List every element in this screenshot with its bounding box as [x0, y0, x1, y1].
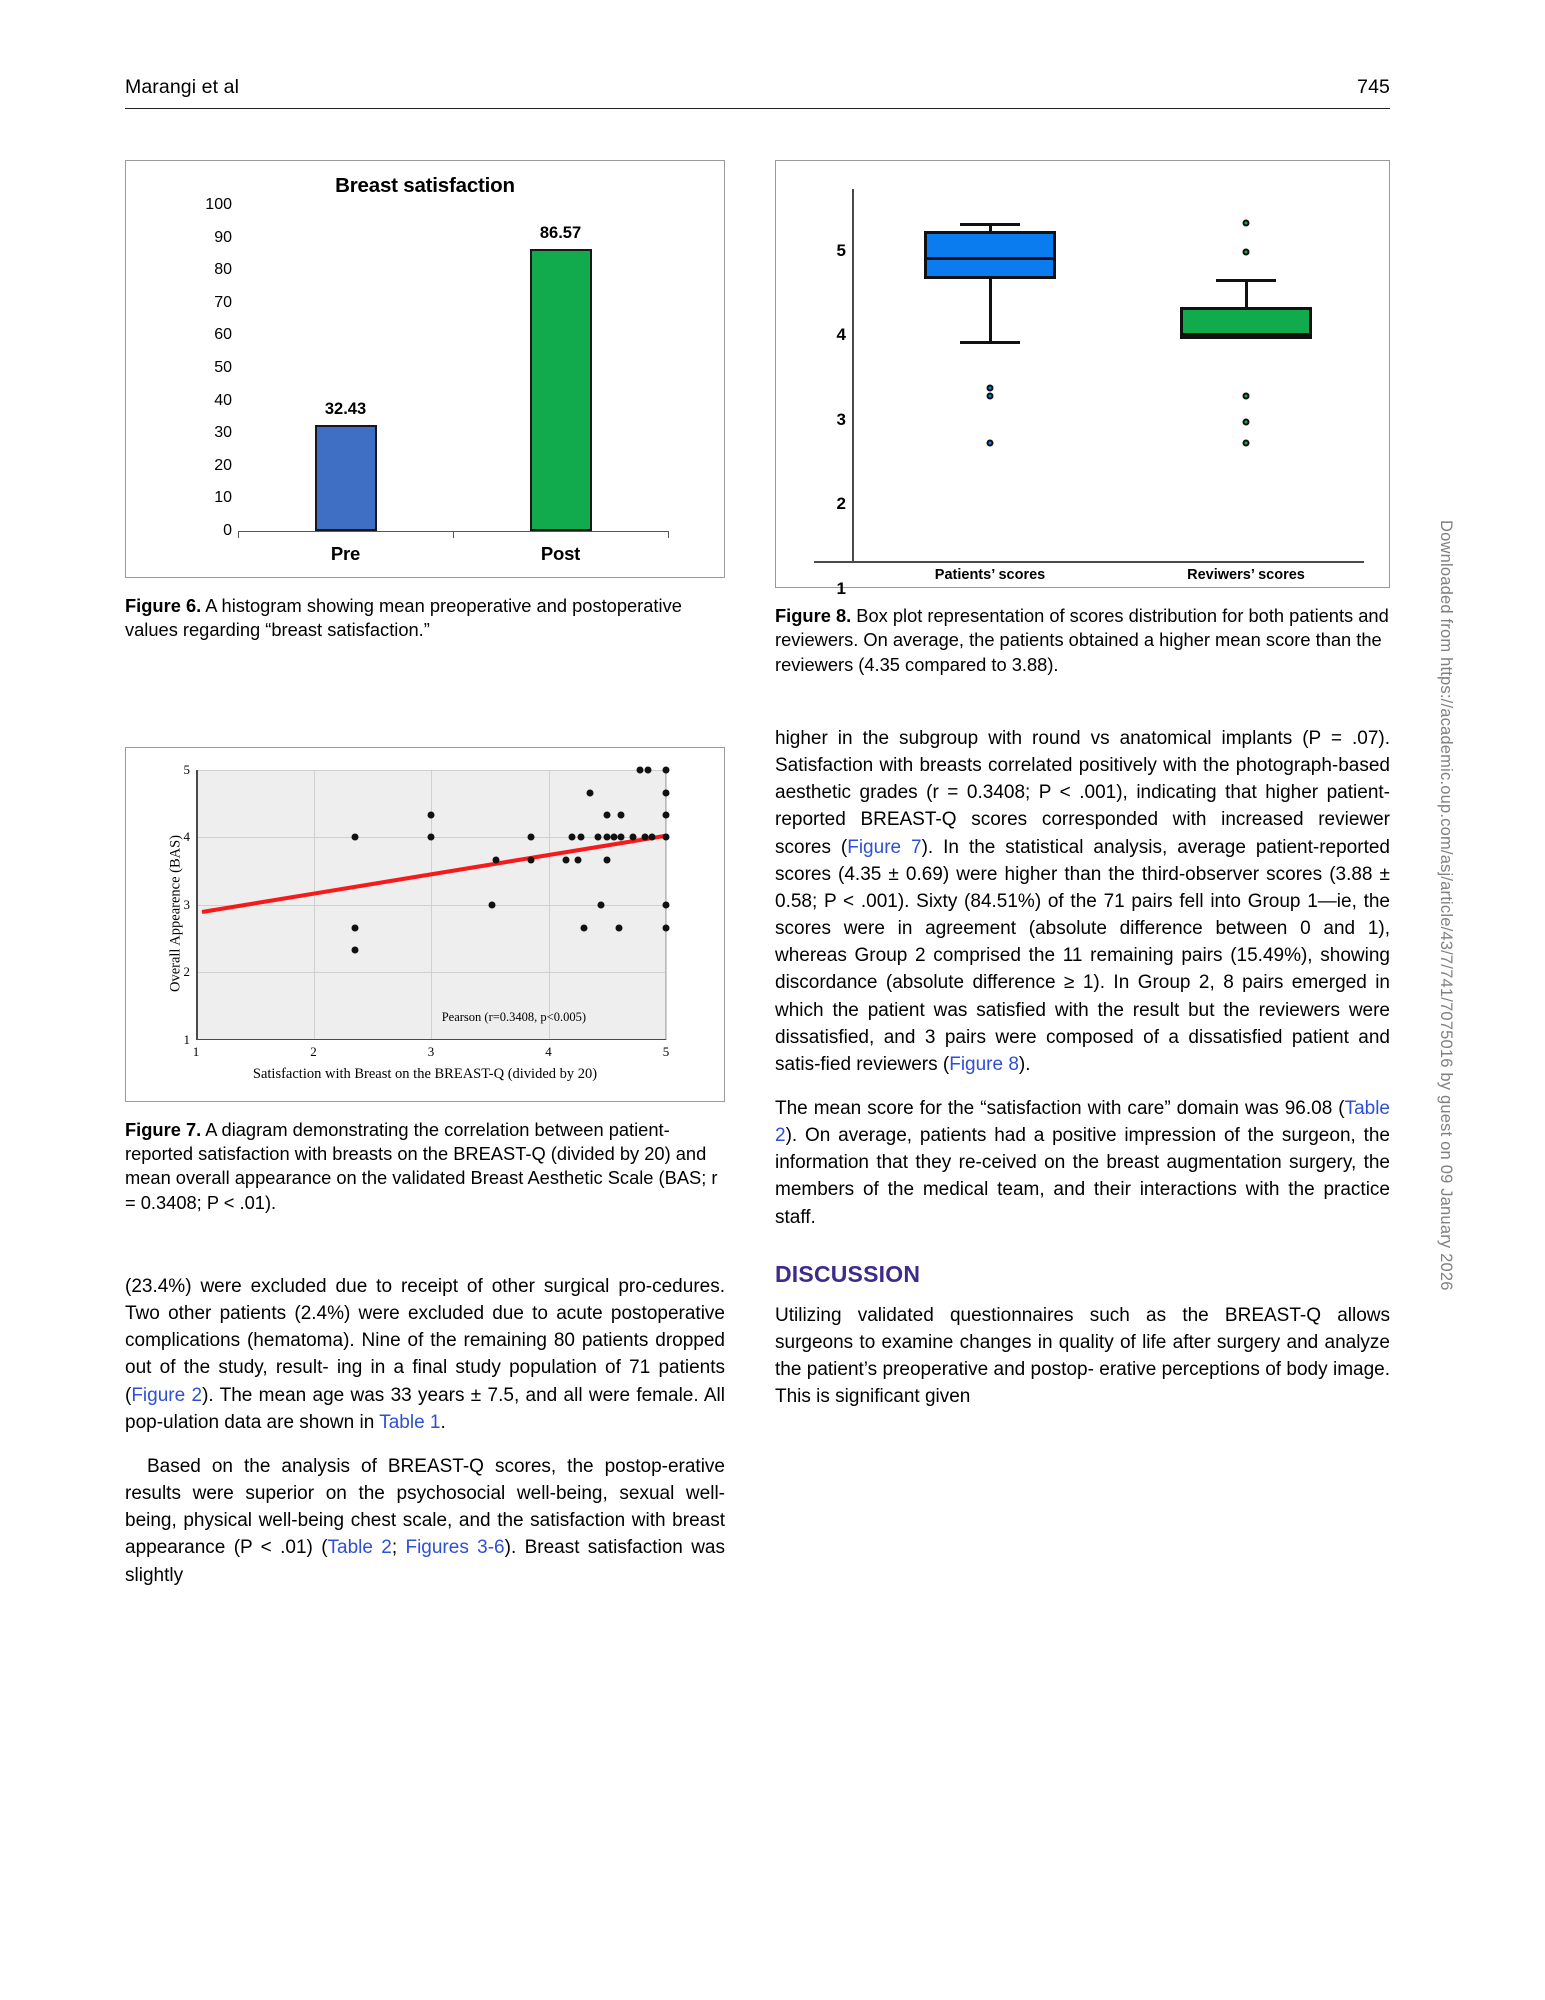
running-head-authors: Marangi et al: [125, 76, 240, 98]
bar: [315, 425, 377, 531]
right-column-body: [775, 725, 1390, 1231]
figure-8-label: Figure 8.: [775, 605, 852, 626]
scatter-point: [648, 834, 655, 841]
bar-value-label: 32.43: [324, 400, 367, 419]
y-axis-tick-labels: [804, 189, 846, 598]
outlier-point: [987, 384, 994, 391]
figure-8-caption-text: Box plot representation of scores distribution for both patients and reviewers. On average, the patients obtained a higher mean score than the reviewers (4.35 compared to 3.88).: [775, 605, 1389, 675]
cross-reference-link[interactable]: Table 2: [327, 1537, 392, 1559]
y-tick-label: 5: [836, 240, 846, 260]
right-column: [775, 160, 1390, 1427]
y-tick-label: 60: [214, 326, 232, 344]
x-category-label: Patients’ scores: [934, 567, 1046, 583]
y-axis-tick-labels: [162, 196, 232, 539]
scatter-point: [527, 857, 534, 864]
figure-7-scatter-chart: [125, 747, 725, 1102]
y-tick-label: 20: [214, 456, 232, 474]
cross-reference-link[interactable]: Table 2: [775, 1098, 1390, 1147]
scatter-point: [630, 834, 637, 841]
y-tick-label: 30: [214, 424, 232, 442]
x-category-label: Pre: [330, 543, 361, 564]
y-tick-label: 5: [183, 761, 190, 777]
cross-reference-link[interactable]: Figure 2: [131, 1384, 203, 1406]
scatter-point: [618, 811, 625, 818]
figure-8-caption: [775, 604, 1390, 677]
scatter-point: [604, 811, 611, 818]
y-axis-title: Overall Appearence (BAS): [167, 834, 184, 992]
left-column: [125, 160, 725, 1606]
plot-area: [238, 205, 668, 531]
y-tick-label: 40: [214, 391, 232, 409]
scatter-point: [428, 811, 435, 818]
scatter-point: [645, 766, 652, 773]
scatter-point: [569, 834, 576, 841]
y-axis-line: [852, 189, 854, 561]
body-paragraph: The mean score for the “satisfaction with care” domain was 96.08 (Table 2). On average, patients had a positive impression of the surgeon, the information that they re-ceived on the breast augmentation surgery, the members of the medical team, and their interactions with the practice staff.: [775, 1098, 1390, 1228]
figure-7-label: Figure 7.: [125, 1118, 202, 1140]
y-tick-label: 4: [183, 829, 190, 845]
y-tick-label: 90: [214, 228, 232, 246]
scatter-point: [663, 834, 670, 841]
outlier-point: [1243, 219, 1250, 226]
figure-7-caption: [125, 1118, 725, 1215]
box: [1180, 307, 1312, 336]
scatter-point: [492, 857, 499, 864]
y-tick-label: 80: [214, 261, 232, 279]
scatter-point: [663, 811, 670, 818]
x-axis-tick: [668, 531, 669, 538]
box: [924, 231, 1056, 279]
figure-6-caption: [125, 594, 725, 643]
discussion-body: [775, 1302, 1390, 1411]
scatter-point: [618, 834, 625, 841]
median-line: [1180, 336, 1312, 339]
figure-6-caption-text: A histogram showing mean preoperative and postoperative values regarding “breast satisfaction.”: [125, 595, 682, 641]
cross-reference-link[interactable]: Figures 3-6: [405, 1537, 505, 1559]
x-axis-line: [196, 1039, 666, 1041]
x-tick-label: 3: [427, 1043, 435, 1059]
scatter-point: [578, 834, 585, 841]
scatter-point: [351, 946, 358, 953]
left-column-body: [125, 1273, 725, 1589]
x-tick-label: 4: [545, 1043, 552, 1059]
scatter-point: [489, 901, 496, 908]
scatter-point: [663, 924, 670, 931]
scatter-point: [574, 857, 581, 864]
scatter-point: [527, 834, 534, 841]
gridline-horizontal: [196, 905, 665, 906]
y-tick-label: 3: [183, 896, 190, 912]
median-line: [924, 257, 1056, 260]
running-head: [125, 76, 1390, 99]
scatter-point: [594, 834, 601, 841]
scatter-point: [604, 857, 611, 864]
bar-value-label: 86.57: [539, 223, 582, 242]
chart-title: Breast satisfaction: [335, 174, 515, 197]
scatter-point: [637, 766, 644, 773]
scatter-point: [616, 924, 623, 931]
y-tick-label: 0: [223, 522, 232, 539]
scatter-point: [428, 834, 435, 841]
y-tick-label: 70: [214, 293, 232, 311]
y-tick-label: 50: [214, 359, 232, 376]
y-tick-label: 4: [836, 325, 846, 345]
body-paragraph: (23.4%) were excluded due to receipt of other surgical pro-cedures. Two other patients (2.4%) were excluded due to acute postoperative complications (hematoma). Nine of the remaining 80 patients dropped out of the study, result- ing in a final study population of 71 patients (Figure 2). The mean age was 33 years ± 7.5, and all were female. All pop-ulation data are shown in Table 1.: [125, 1275, 726, 1433]
scatter-point: [598, 901, 605, 908]
x-axis-line: [814, 561, 1364, 563]
cross-reference-link[interactable]: Table 1: [379, 1411, 441, 1433]
whisker-cap: [1216, 279, 1276, 282]
pearson-annotation: Pearson (r=0.3408, p<0.005): [441, 1009, 586, 1024]
gridline-horizontal: [196, 972, 665, 973]
body-paragraph: Utilizing validated questionnaires such as the BREAST-Q allows surgeons to examine changes in quality of life after surgery and analyze the patient’s preoperative and postop- erative perceptions of body image. This is significant given: [775, 1304, 1390, 1408]
header-divider: [125, 108, 1390, 109]
figure-6-label: Figure 6.: [125, 595, 202, 616]
x-axis-title: Satisfaction with Breast on the BREAST-Q (divided by 20): [252, 1065, 598, 1082]
x-axis-tick: [238, 531, 239, 538]
y-tick-label: 3: [836, 409, 846, 429]
x-category-label: Post: [540, 543, 581, 564]
scatter-point: [351, 834, 358, 841]
body-paragraph: Based on the analysis of BREAST-Q scores, the postop-erative results were superior on the psychosocial well-being, sexual well-being, physical well-being chest scale, and the satisfaction with breast appearance (P < .01) (Table 2; Figures 3-6). Breast satisfaction was slightly: [125, 1455, 725, 1586]
scatter-point: [586, 789, 593, 796]
scatter-point: [641, 834, 648, 841]
y-tick-label: 100: [205, 196, 232, 213]
y-axis-line: [196, 770, 198, 1040]
x-tick-label: 1: [192, 1043, 200, 1059]
scatter-point: [580, 924, 587, 931]
outlier-point: [1243, 439, 1250, 446]
x-axis-tick: [453, 531, 454, 538]
x-tick-label: 5: [662, 1043, 670, 1059]
figure-7-caption-text: A diagram demonstrating the correlation between patient-reported satisfaction with breasts on the BREAST-Q (divided by 20) and mean overall appearance on the validated Breast Aesthetic Scale (BAS; r = 0.3408; P < .01).: [125, 1118, 718, 1213]
y-tick-label: 10: [214, 489, 232, 507]
y-tick-label: 1: [836, 579, 846, 598]
download-provenance-note: Downloaded from https://academic.oup.com/asj/article/43/7/741/7075016 by guest on 09 January 2026: [1437, 520, 1455, 1291]
whisker-cap: [960, 341, 1020, 344]
scatter-point: [663, 766, 670, 773]
x-category-label: Reviwers’ scores: [1187, 567, 1305, 583]
cross-reference-link[interactable]: Figure 8: [949, 1053, 1019, 1075]
whisker-cap: [960, 223, 1020, 226]
page-number: 745: [1357, 76, 1390, 98]
outlier-point: [1243, 393, 1250, 400]
scatter-point: [604, 834, 611, 841]
plot-area: [196, 770, 666, 1040]
bar: [530, 249, 592, 531]
outlier-point: [987, 439, 994, 446]
scatter-point: [351, 924, 358, 931]
outlier-point: [1243, 418, 1250, 425]
y-tick-label: 1: [183, 1031, 190, 1047]
scatter-point: [663, 789, 670, 796]
body-paragraph: higher in the subgroup with round vs anatomical implants (P = .07). Satisfaction with breasts correlated positively with the photograph-based aesthetic grades (r = 0.3408; P < .001), indicating that higher patient-reported BREAST-Q scores corresponded with increased reviewer scores (Figure 7). In the statistical analysis, average patient-reported scores (4.35 ± 0.69) were higher than the third-observer scores (3.88 ± 0.58; P < .001). Sixty (84.51%) of the 71 pairs fell into Group 1—ie, the scores were in agreement (absolute difference between 0 and 1), whereas Group 2 comprised the 11 remaining pairs (15.49%), showing discordance (absolute difference ≥ 1). In Group 2, 8 pairs emerged in which the patient was satisfied with the result but the reviewers were dissatisfied, and 3 pairs were composed of a dissatisfied patient and satis-fied reviewers (Figure 8).: [775, 727, 1390, 1075]
outlier-point: [1243, 248, 1250, 255]
y-tick-label: 2: [836, 494, 846, 514]
scatter-point: [611, 834, 618, 841]
cross-reference-link[interactable]: Figure 7: [847, 836, 922, 858]
scatter-point: [563, 857, 570, 864]
outlier-point: [987, 393, 994, 400]
trend-line: [202, 834, 667, 914]
figure-6-bar-chart: [125, 160, 725, 578]
section-heading-discussion: DISCUSSION: [775, 1260, 921, 1287]
x-tick-label: 2: [310, 1043, 317, 1059]
figure-8-box-plot: [775, 160, 1390, 598]
scatter-point: [663, 901, 670, 908]
gridline-horizontal: [196, 770, 665, 771]
y-tick-label: 2: [183, 964, 190, 980]
